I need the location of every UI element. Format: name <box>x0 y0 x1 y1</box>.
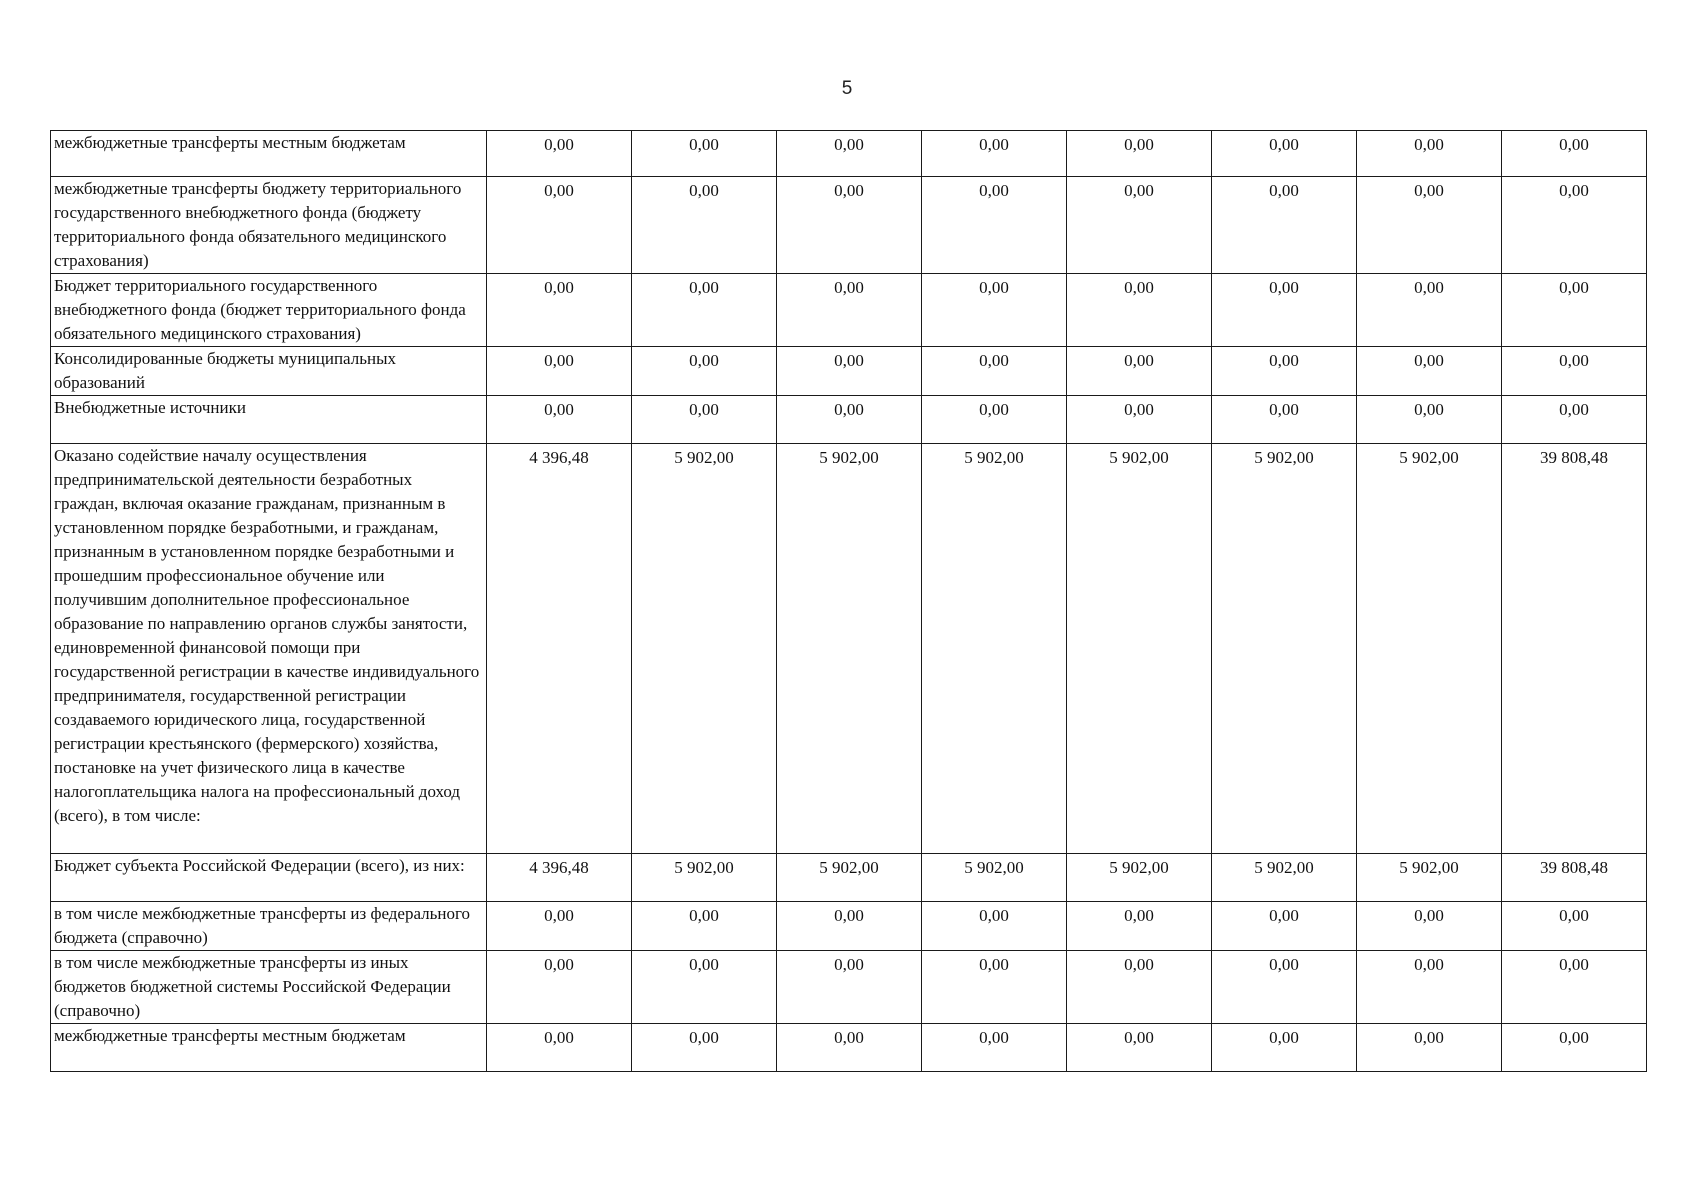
value-cell: 0,00 <box>1212 131 1357 177</box>
row-label: в том числе межбюджетные трансферты из иных бюджетов бюджетной системы Российской Федерации (справочно) <box>51 951 487 1024</box>
total-cell: 0,00 <box>1502 902 1647 951</box>
row-label: межбюджетные трансферты местным бюджетам <box>51 1024 487 1072</box>
value-cell: 0,00 <box>1357 347 1502 396</box>
table-row <box>51 347 1647 396</box>
total-cell: 39 808,48 <box>1502 444 1647 854</box>
row-label: Внебюджетные источники <box>51 396 487 444</box>
value-cell: 0,00 <box>632 1024 777 1072</box>
value-cell: 0,00 <box>1212 902 1357 951</box>
total-cell: 0,00 <box>1502 951 1647 1024</box>
value-cell: 0,00 <box>632 902 777 951</box>
value-cell: 5 902,00 <box>1357 444 1502 854</box>
value-cell: 0,00 <box>1067 347 1212 396</box>
value-cell: 0,00 <box>1357 131 1502 177</box>
value-cell: 0,00 <box>487 951 632 1024</box>
value-cell: 0,00 <box>632 396 777 444</box>
value-cell: 0,00 <box>487 396 632 444</box>
value-cell: 0,00 <box>777 1024 922 1072</box>
row-label: Бюджет субъекта Российской Федерации (всего), из них: <box>51 854 487 902</box>
value-cell: 0,00 <box>1357 1024 1502 1072</box>
table-row <box>51 951 1647 1024</box>
value-cell: 5 902,00 <box>632 854 777 902</box>
table-row <box>51 131 1647 177</box>
value-cell: 0,00 <box>777 902 922 951</box>
table-row <box>51 902 1647 951</box>
value-cell: 0,00 <box>922 396 1067 444</box>
value-cell: 0,00 <box>1212 396 1357 444</box>
value-cell: 0,00 <box>1212 951 1357 1024</box>
value-cell: 0,00 <box>777 951 922 1024</box>
table-row <box>51 854 1647 902</box>
value-cell: 0,00 <box>922 1024 1067 1072</box>
value-cell: 5 902,00 <box>632 444 777 854</box>
value-cell: 0,00 <box>922 951 1067 1024</box>
value-cell: 0,00 <box>632 131 777 177</box>
value-cell: 0,00 <box>632 177 777 274</box>
value-cell: 5 902,00 <box>1067 444 1212 854</box>
total-cell: 39 808,48 <box>1502 854 1647 902</box>
value-cell: 0,00 <box>632 951 777 1024</box>
value-cell: 0,00 <box>487 347 632 396</box>
value-cell: 0,00 <box>777 274 922 347</box>
value-cell: 5 902,00 <box>777 854 922 902</box>
value-cell: 0,00 <box>1212 1024 1357 1072</box>
value-cell: 0,00 <box>1357 951 1502 1024</box>
table-row <box>51 177 1647 274</box>
table-row <box>51 444 1647 854</box>
value-cell: 0,00 <box>1067 951 1212 1024</box>
value-cell: 0,00 <box>487 177 632 274</box>
row-label: Консолидированные бюджеты муниципальных образований <box>51 347 487 396</box>
value-cell: 0,00 <box>777 347 922 396</box>
value-cell: 0,00 <box>922 131 1067 177</box>
row-label: Бюджет территориального государственного внебюджетного фонда (бюджет территориального фонда обязательного медицинского страхования) <box>51 274 487 347</box>
value-cell: 0,00 <box>1212 177 1357 274</box>
value-cell: 5 902,00 <box>1212 854 1357 902</box>
page-number: 5 <box>841 78 853 99</box>
value-cell: 0,00 <box>487 1024 632 1072</box>
value-cell: 0,00 <box>777 396 922 444</box>
value-cell: 5 902,00 <box>922 854 1067 902</box>
table-row <box>51 396 1647 444</box>
value-cell: 0,00 <box>777 177 922 274</box>
value-cell: 5 902,00 <box>1067 854 1212 902</box>
value-cell: 0,00 <box>1067 396 1212 444</box>
value-cell: 0,00 <box>632 274 777 347</box>
value-cell: 0,00 <box>487 131 632 177</box>
value-cell: 0,00 <box>632 347 777 396</box>
value-cell: 0,00 <box>487 902 632 951</box>
value-cell: 0,00 <box>1067 1024 1212 1072</box>
value-cell: 0,00 <box>1212 347 1357 396</box>
value-cell: 0,00 <box>922 902 1067 951</box>
table-row <box>51 274 1647 347</box>
value-cell: 0,00 <box>1357 177 1502 274</box>
total-cell: 0,00 <box>1502 347 1647 396</box>
total-cell: 0,00 <box>1502 131 1647 177</box>
value-cell: 0,00 <box>1212 274 1357 347</box>
value-cell: 0,00 <box>777 131 922 177</box>
value-cell: 0,00 <box>922 177 1067 274</box>
value-cell: 0,00 <box>487 274 632 347</box>
row-label: межбюджетные трансферты местным бюджетам <box>51 131 487 177</box>
value-cell: 0,00 <box>1067 274 1212 347</box>
budget-table-body <box>51 131 1647 1072</box>
value-cell: 4 396,48 <box>487 854 632 902</box>
value-cell: 5 902,00 <box>1357 854 1502 902</box>
value-cell: 0,00 <box>922 274 1067 347</box>
value-cell: 5 902,00 <box>922 444 1067 854</box>
value-cell: 0,00 <box>1357 274 1502 347</box>
value-cell: 4 396,48 <box>487 444 632 854</box>
value-cell: 5 902,00 <box>1212 444 1357 854</box>
row-label: Оказано содействие началу осуществления предпринимательской деятельности безработных граждан, включая оказание гражданам, признанным в установленном порядке безработными, и гражданам, признанным в установленном порядке безработными и прошедшим профессиональное обучение или получившим дополнительное профессиональное образование по направлению органов службы занятости, единовременной финансовой помощи при государственной регистрации в качестве индивидуального предпринимателя, государственной регистрации создаваемого юридического лица, государственной регистрации крестьянского (фермерского) хозяйства, постановке на учет физического лица в качестве налогоплательщика налога на профессиональный доход (всего), в том числе: <box>51 444 487 854</box>
value-cell: 0,00 <box>1067 131 1212 177</box>
value-cell: 0,00 <box>1357 902 1502 951</box>
total-cell: 0,00 <box>1502 177 1647 274</box>
table-row <box>51 1024 1647 1072</box>
value-cell: 0,00 <box>1067 177 1212 274</box>
budget-table <box>50 130 1647 1072</box>
value-cell: 0,00 <box>922 347 1067 396</box>
value-cell: 0,00 <box>1357 396 1502 444</box>
total-cell: 0,00 <box>1502 396 1647 444</box>
total-cell: 0,00 <box>1502 1024 1647 1072</box>
value-cell: 0,00 <box>1067 902 1212 951</box>
total-cell: 0,00 <box>1502 274 1647 347</box>
row-label: в том числе межбюджетные трансферты из федерального бюджета (справочно) <box>51 902 487 951</box>
row-label: межбюджетные трансферты бюджету территориального государственного внебюджетного фонда (бюджету территориального фонда обязательного медицинского страхования) <box>51 177 487 274</box>
value-cell: 5 902,00 <box>777 444 922 854</box>
